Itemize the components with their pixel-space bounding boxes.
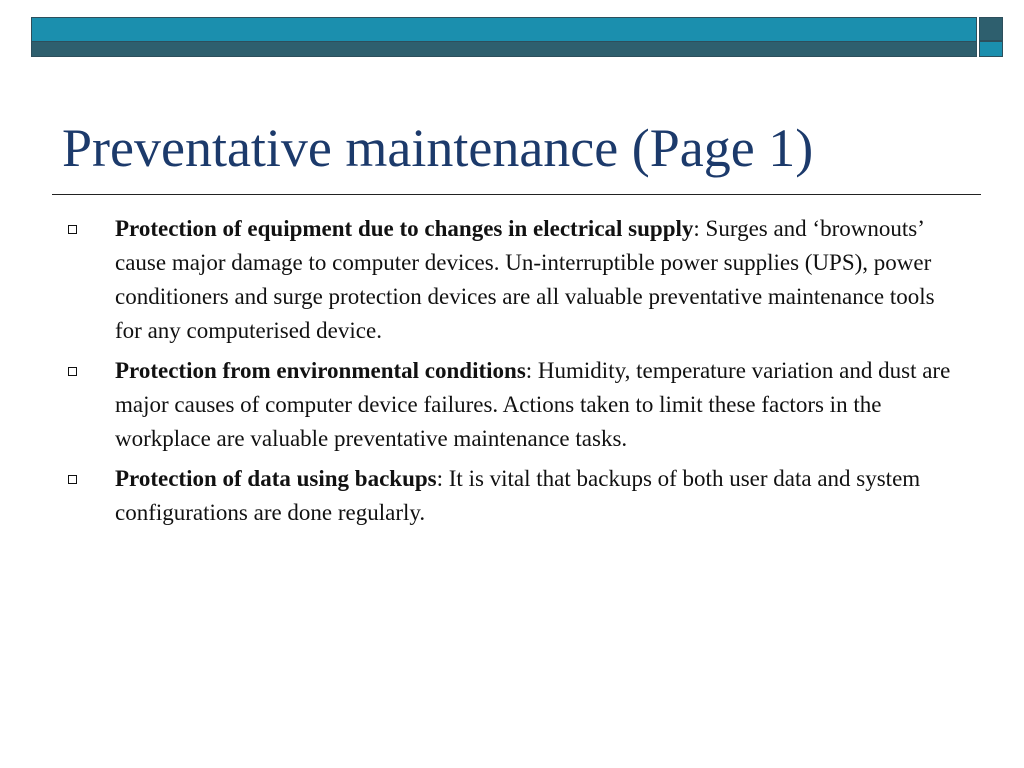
bullet-text: : Humidity, temperature variation and dust are major causes of computer device failures. Actions taken to limit these factors in the workplace are valuable preventative maintenance tasks. [115, 358, 951, 451]
hollow-square-bullet-icon [68, 225, 77, 234]
hollow-square-bullet-icon [68, 367, 77, 376]
bullet-heading: Protection from environmental conditions [115, 358, 526, 383]
hollow-square-bullet-icon [68, 475, 77, 484]
bullet-item-environmental-conditions [68, 354, 958, 456]
header-decoration-bar [31, 17, 977, 57]
header-corner-square-bottom [979, 41, 1003, 57]
bullet-item-data-backups [68, 462, 958, 530]
bullet-heading: Protection of data using backups [115, 466, 437, 491]
title-divider [52, 194, 981, 195]
slide-title: Preventative maintenance (Page 1) [62, 118, 814, 178]
header-bar-top-stripe [32, 18, 976, 42]
bullet-list [68, 212, 958, 536]
bullet-text: : Surges and ‘brownouts’ cause major damage to computer devices. Un-interruptible power supplies (UPS), power conditioners and surge protection devices are all valuable preventative maintenance tools for any computerised device. [115, 216, 935, 343]
header-corner-square-top [979, 17, 1003, 41]
bullet-item-electrical-supply [68, 212, 958, 348]
header-bar-bottom-stripe [32, 42, 976, 56]
bullet-heading: Protection of equipment due to changes in electrical supply [115, 216, 694, 241]
bullet-text: : It is vital that backups of both user data and system configurations are done regularly. [115, 466, 921, 525]
